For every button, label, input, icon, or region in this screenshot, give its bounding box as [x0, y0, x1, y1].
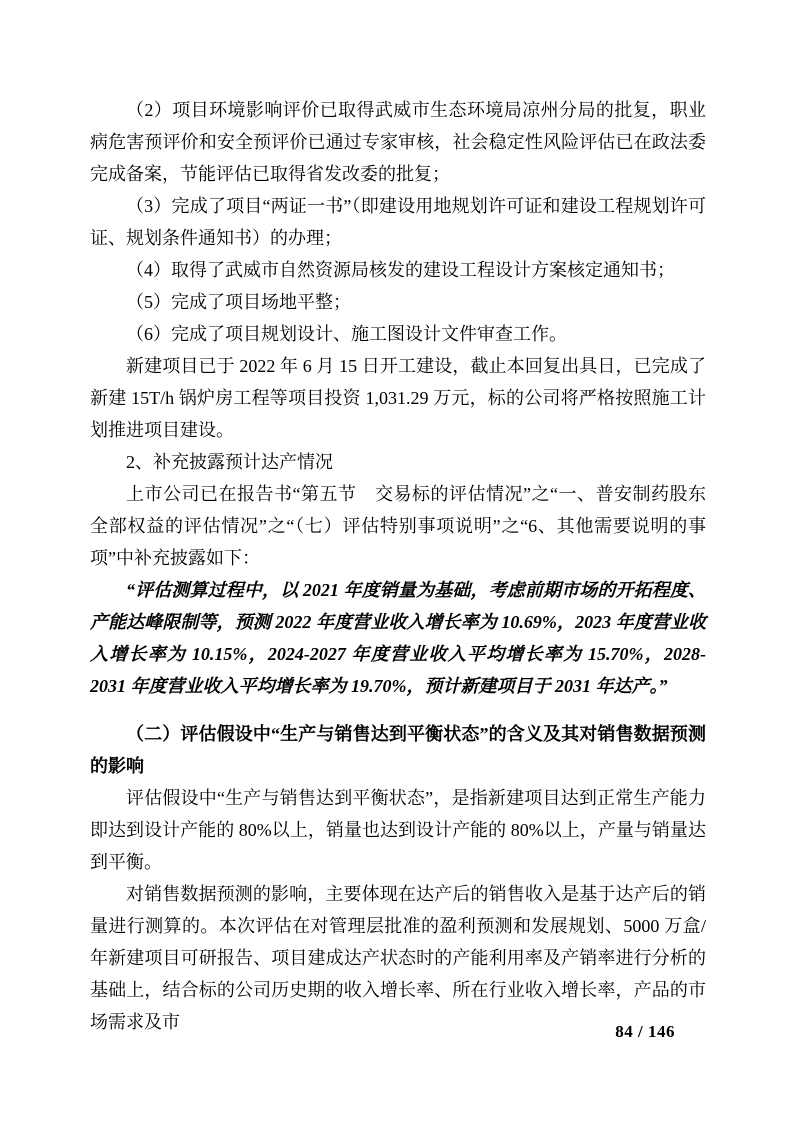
- paragraph-balance-definition: 评估假设中“生产与销售达到平衡状态”，是指新建项目达到正常生产能力即达到设计产能的 80%以上，销量也达到设计产能的 80%以上，产量与销量达到平衡。: [90, 788, 706, 872]
- paragraph-two-certs-one-letter: （3）完成了项目“两证一书”（即建设用地规划许可证和建设工程规划许可证、规划条件通知书）的办理；: [90, 196, 706, 248]
- paragraph-env-approval: （2）项目环境影响评价已取得武威市生态环境局凉州分局的批复，职业病危害预评价和安全预评价已通过专家审核，社会稳定性风险评估已在政法委完成备案，节能评估已取得省发改委的批复；: [90, 100, 706, 184]
- paragraph-construction-progress: 新建项目已于 2022 年 6 月 15 日开工建设，截止本回复出具日，已完成了新建 15T/h 锅炉房工程等项目投资 1,031.29 万元，标的公司将严格按照施工计划推进项目建设。: [90, 356, 706, 440]
- subheading-supplementary-disclosure: 2、补充披露预计达产情况: [126, 452, 333, 472]
- heading-balance-state: （二）评估假设中“生产与销售达到平衡状态”的含义及其对销售数据预测的影响: [90, 724, 706, 776]
- paragraph-sales-forecast-impact: 对销售数据预测的影响，主要体现在达产后的销售收入是基于达产后的销量进行测算的。本次评估在对管理层批准的盈利预测和发展规划、5000 万盒/年新建项目可研报告、项目建成达产状态时的产能利用率及产销率进行分析的基础上，结合标的公司历史期的收入增长率、所在行业收入增长率，产品的市场需求及市: [90, 884, 706, 1032]
- page-body: [90, 94, 706, 1038]
- paragraph-disclosure-location: 上市公司已在报告书“第五节 交易标的评估情况”之“一、普安制药股东全部权益的评估情况”之“（七）评估特别事项说明”之“6、其他需要说明的事项”中补充披露如下：: [90, 484, 706, 568]
- paragraph-design-review: （6）完成了项目规划设计、施工图设计文件审查工作。: [126, 324, 567, 344]
- paragraph-site-leveling: （5）完成了项目场地平整；: [126, 292, 351, 312]
- quote-revenue-forecast: “评估测算过程中，以 2021 年度销量为基础，考虑前期市场的开拓程度、产能达峰限制等，预测 2022 年度营业收入增长率为 10.69%，2023 年度营业收入增长率为 10.15%，2024-2027 年度营业收入平均增长率为 15.70%，2028-2031 年度营业收入平均增长率为 19.70%，预计新建项目于 2031 年达产。”: [90, 580, 706, 696]
- page-number: 84 / 146: [615, 1022, 675, 1041]
- paragraph-design-plan-notice: （4）取得了武威市自然资源局核发的建设工程设计方案核定通知书；: [126, 260, 675, 280]
